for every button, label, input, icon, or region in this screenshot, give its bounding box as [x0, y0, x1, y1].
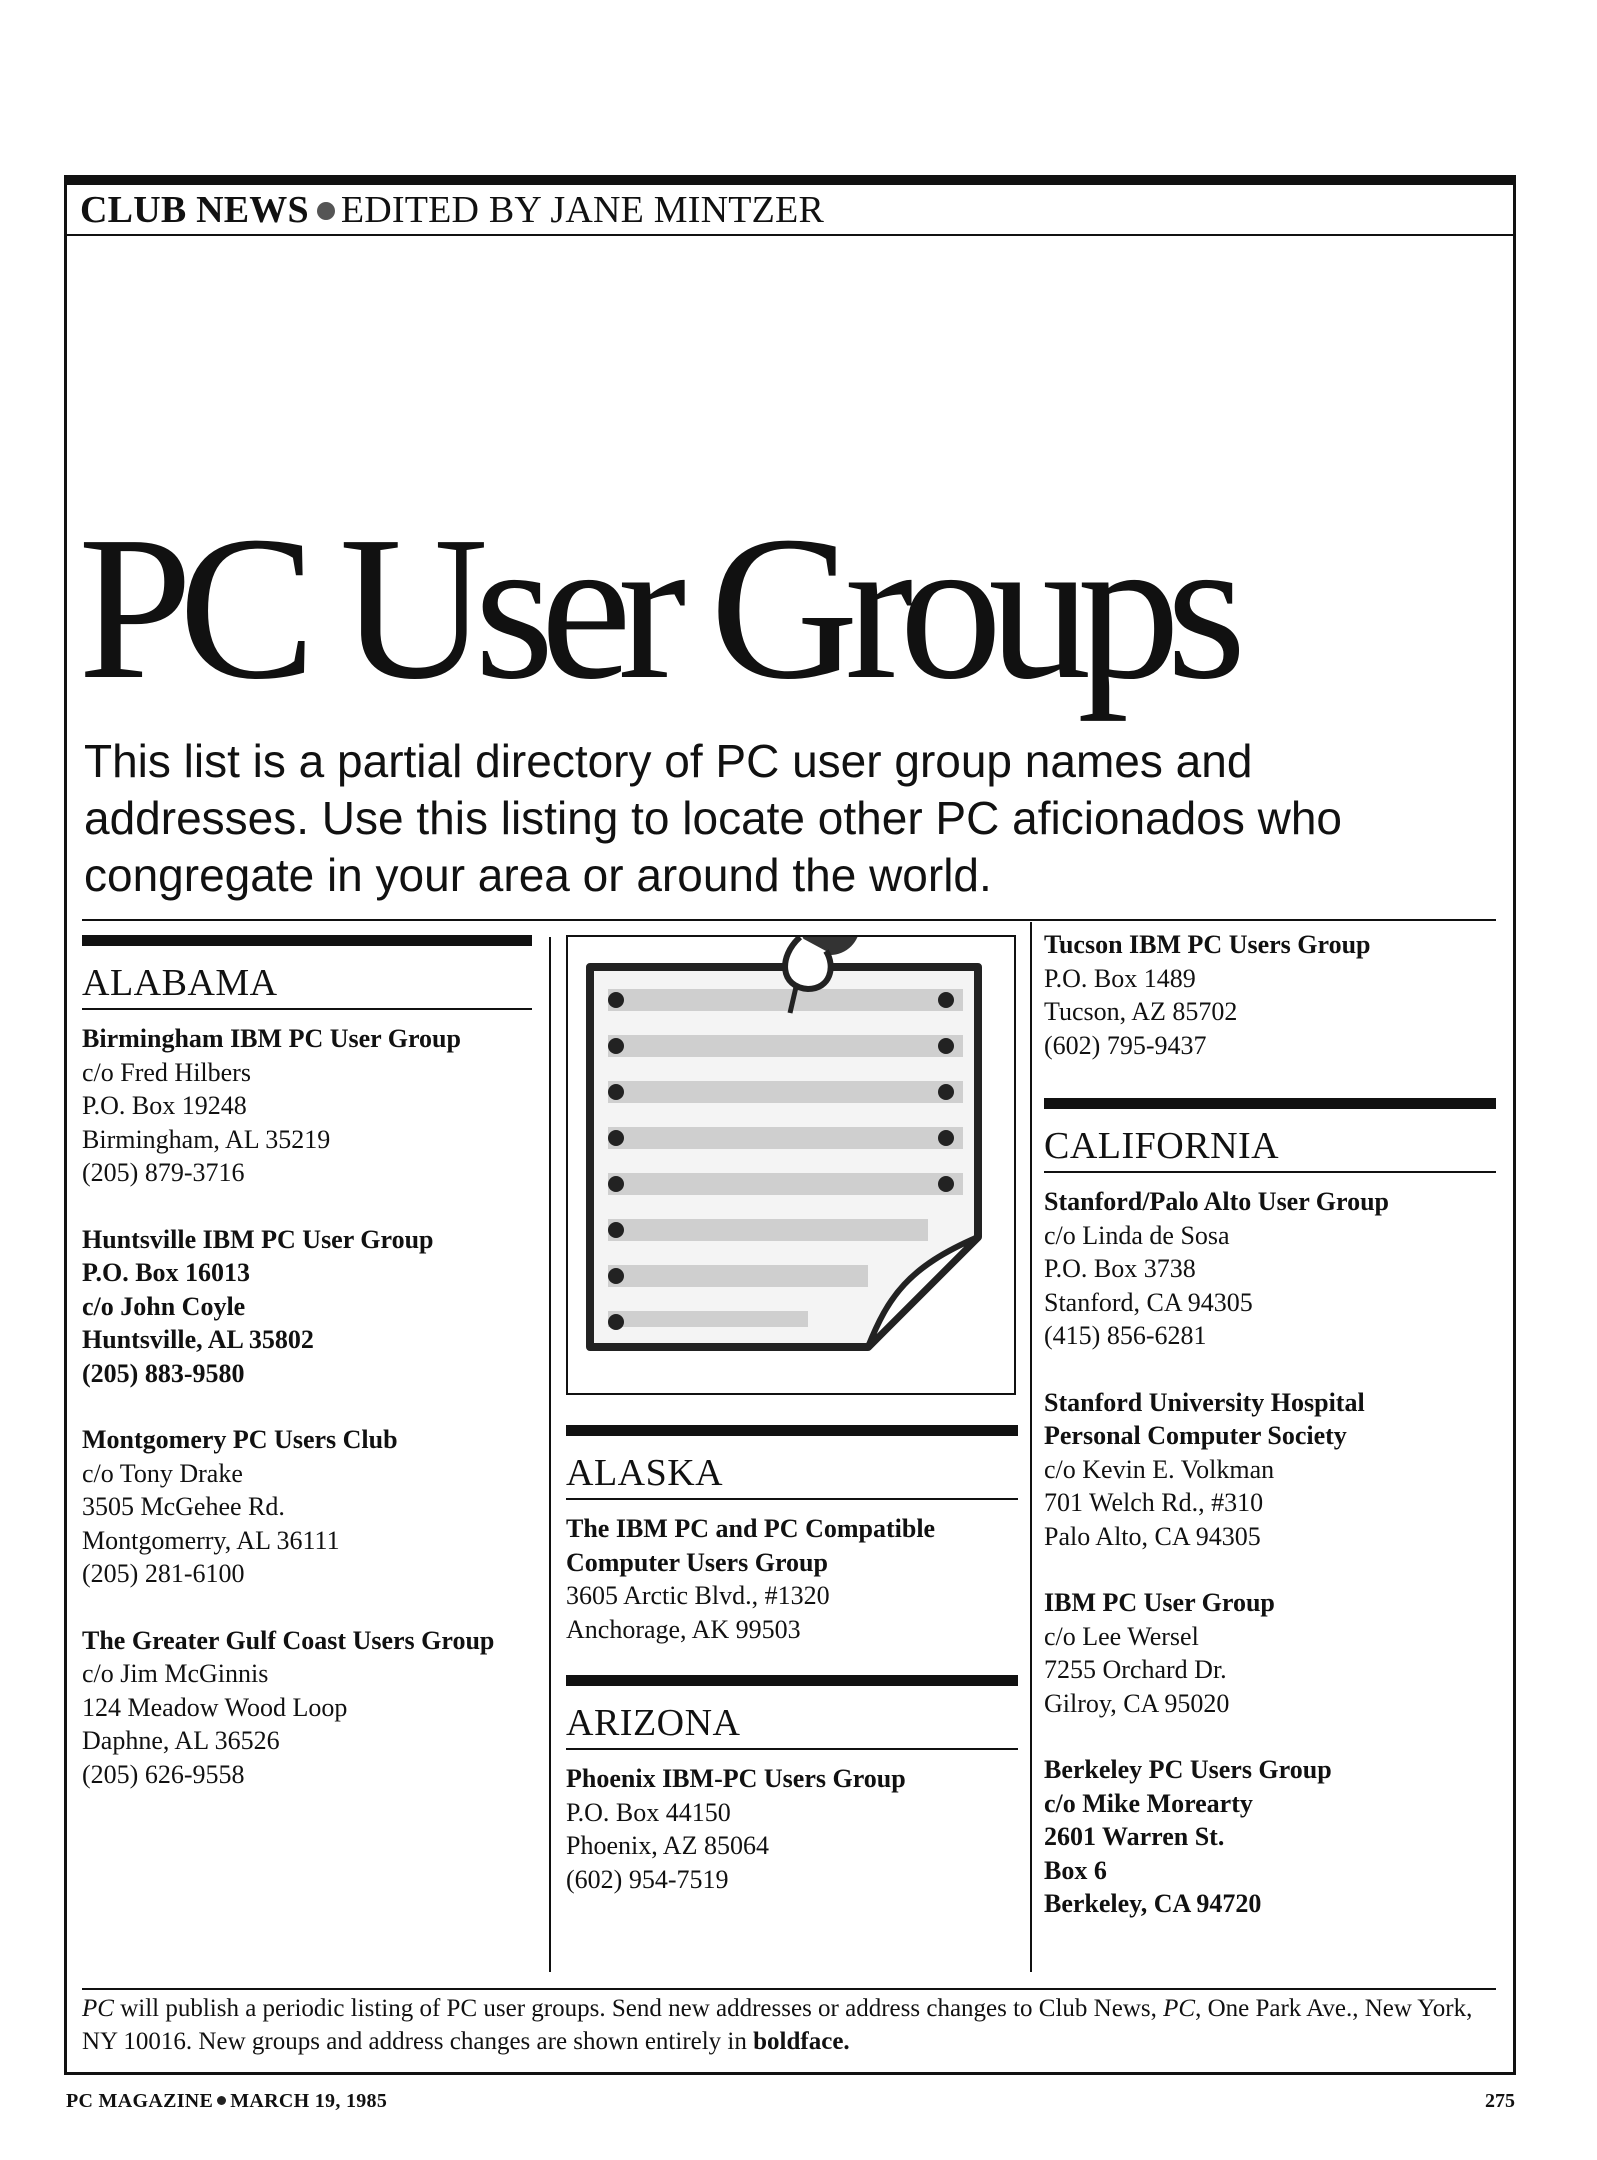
page-number: 275 — [1485, 2090, 1515, 2112]
address-line: c/o Linda de Sosa — [1044, 1220, 1230, 1250]
issue-date: MARCH 19, 1985 — [230, 2090, 388, 2112]
address-line: P.O. Box 1489 — [1044, 963, 1196, 993]
column-left — [82, 935, 532, 1824]
state-section-arizona — [566, 1675, 1018, 1896]
column-divider-2 — [1030, 922, 1032, 1972]
state-bar — [1044, 1098, 1496, 1109]
address-line: c/o Mike Morearty — [1044, 1788, 1253, 1818]
state-heading: CALIFORNIA — [1044, 1109, 1496, 1173]
group-name: Montgomery PC Users Club — [82, 1425, 398, 1454]
address-line: 2601 Warren St. — [1044, 1822, 1225, 1851]
state-heading: ALASKA — [566, 1436, 1018, 1500]
intro-text: This list is a partial directory of PC user group names and addresses. Use this listing to locate other PC aficionados who congregate in your area or around the world. — [84, 735, 1342, 901]
list-item — [82, 1022, 532, 1190]
state-bar — [82, 935, 532, 946]
address-line: 7255 Orchard Dr. — [1044, 1655, 1227, 1684]
header-rule — [64, 234, 1516, 236]
address-line: c/o Lee Wersel — [1044, 1621, 1199, 1651]
folio-publication — [66, 2090, 387, 2113]
address-line: P.O. Box 3738 — [1044, 1254, 1196, 1283]
group-name: Stanford University Hospital — [1044, 1387, 1365, 1417]
section-name: CLUB NEWS — [80, 189, 309, 231]
state-section-alaska — [566, 1425, 1018, 1646]
phone-number: (602) 795-9437 — [1044, 1030, 1207, 1060]
state-heading: ALABAMA — [82, 946, 532, 1010]
footnote-text: will publish a periodic listing of PC user groups. Send new addresses or address changes to Club News, — [113, 1995, 1164, 2022]
magazine-name: PC — [82, 1995, 114, 2022]
phone-number: (602) 954-7519 — [566, 1864, 729, 1894]
group-name: Berkeley PC Users Group — [1044, 1755, 1332, 1784]
address-line: Montgomerry, AL 36111 — [82, 1525, 340, 1555]
state-section-california — [1044, 1098, 1496, 1921]
group-name: The IBM PC and PC Compatible — [566, 1514, 936, 1543]
state-bar — [566, 1675, 1018, 1686]
address-line: Birmingham, AL 35219 — [82, 1124, 331, 1154]
phone-number: (415) 856-6281 — [1044, 1321, 1207, 1350]
address-line: P.O. Box 19248 — [82, 1091, 247, 1120]
group-name: Personal Computer Society — [1044, 1421, 1347, 1450]
state-bar — [566, 1425, 1018, 1436]
group-name: Computer Users Group — [566, 1547, 828, 1577]
group-name: Huntsville IBM PC User Group — [82, 1224, 434, 1254]
list-item — [1044, 1185, 1496, 1353]
editor-credit: EDITED BY JANE MINTZER — [340, 189, 825, 231]
group-name: Birmingham IBM PC User Group — [82, 1024, 461, 1053]
address-line: 124 Meadow Wood Loop — [82, 1692, 348, 1722]
group-name: Stanford/Palo Alto User Group — [1044, 1187, 1390, 1216]
illustration-frame — [566, 935, 1016, 1395]
pinned-note-icon — [568, 937, 1014, 1393]
list-item — [82, 1624, 532, 1792]
address-line: Box 6 — [1044, 1855, 1107, 1885]
magazine-name: PC — [1163, 1995, 1196, 2022]
list-item — [1044, 1586, 1496, 1720]
address-line: Palo Alto, CA 94305 — [1044, 1521, 1261, 1551]
address-line: Huntsville, AL 35802 — [82, 1325, 314, 1354]
group-name: Tucson IBM PC Users Group — [1044, 930, 1371, 959]
address-line: c/o John Coyle — [82, 1291, 246, 1321]
list-item — [1044, 928, 1496, 1062]
address-line: Phoenix, AZ 85064 — [566, 1831, 769, 1860]
footnote-text: , One Park Ave., New York, NY 10016. New groups and address changes are shown entirely in — [82, 1995, 1473, 2055]
footnote-boldword: boldface. — [753, 2028, 850, 2055]
group-name: IBM PC User Group — [1044, 1588, 1275, 1617]
list-item — [82, 1223, 532, 1391]
column-right — [1044, 928, 1496, 1954]
footnote — [82, 1992, 1496, 2058]
address-line: P.O. Box 44150 — [566, 1797, 731, 1827]
address-line: c/o Kevin E. Volkman — [1044, 1454, 1275, 1484]
state-heading: ARIZONA — [566, 1686, 1018, 1750]
address-line: c/o Fred Hilbers — [82, 1057, 251, 1087]
group-name: The Greater Gulf Coast Users Group — [82, 1625, 495, 1655]
state-section-alabama — [82, 935, 532, 1791]
address-line: Tucson, AZ 85702 — [1044, 997, 1238, 1026]
list-item — [1044, 1753, 1496, 1921]
address-line: c/o Jim McGinnis — [82, 1659, 269, 1688]
list-item — [566, 1512, 1018, 1646]
address-line: P.O. Box 16013 — [82, 1258, 251, 1287]
list-item — [1044, 1386, 1496, 1554]
bullet-icon — [317, 202, 335, 220]
bullet-icon — [217, 2096, 226, 2105]
address-line: c/o Tony Drake — [82, 1458, 243, 1488]
footnote-rule — [82, 1988, 1496, 1990]
address-line: Stanford, CA 94305 — [1044, 1287, 1253, 1317]
address-line: Daphne, AL 36526 — [82, 1726, 280, 1755]
address-line: 3605 Arctic Blvd., #1320 — [566, 1581, 830, 1610]
section-header — [80, 188, 824, 232]
address-line: Anchorage, AK 99503 — [566, 1614, 801, 1644]
address-line: 3505 McGehee Rd. — [82, 1492, 285, 1521]
column-middle — [566, 1425, 1018, 1929]
magazine-title: PC MAGAZINE — [66, 2090, 214, 2112]
address-line: Berkeley, CA 94720 — [1044, 1889, 1262, 1918]
column-divider-1 — [549, 937, 551, 1972]
phone-number: (205) 626-9558 — [82, 1759, 245, 1789]
address-line: 701 Welch Rd., #310 — [1044, 1488, 1264, 1517]
page-title: PC User Groups — [78, 493, 1233, 722]
list-item — [82, 1423, 532, 1591]
phone-number: (205) 883-9580 — [82, 1358, 245, 1388]
phone-number: (205) 879-3716 — [82, 1158, 245, 1187]
phone-number: (205) 281-6100 — [82, 1559, 245, 1588]
list-item — [566, 1762, 1018, 1896]
address-line: Gilroy, CA 95020 — [1044, 1688, 1230, 1718]
group-name: Phoenix IBM-PC Users Group — [566, 1764, 906, 1793]
content-top-rule — [82, 919, 1496, 921]
